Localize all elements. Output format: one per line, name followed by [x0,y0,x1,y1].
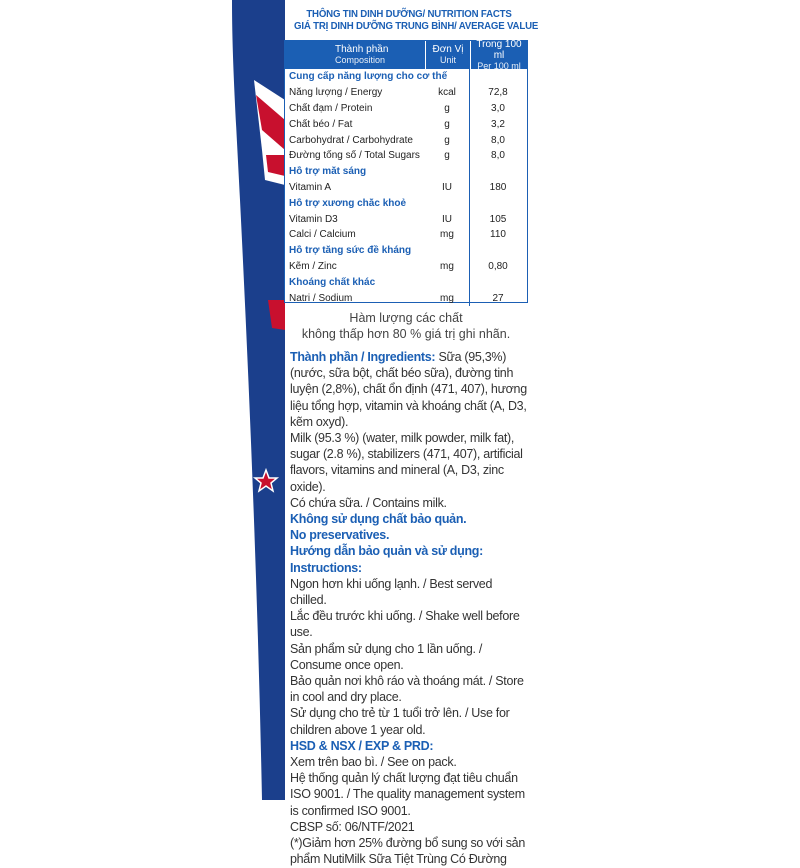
table-header [285,38,527,71]
nutrient-name: Calci / Calcium [289,229,356,241]
nutrient-unit: g [444,102,450,114]
table-row [285,227,527,243]
col-unit-vi: Đơn Vị [432,44,464,55]
nutrient-value: 3,0 [491,102,505,114]
nutrient-unit: kcal [438,87,456,99]
nutrient-name: Chất béo / Fat [289,118,353,130]
instruction-store: Bảo quản nơi khô ráo và thoáng mát. / Store in cool and dry place. [290,674,524,705]
nutrient-value: 110 [490,229,506,241]
table-section-row [285,195,527,211]
section-label: Hỗ trợ mắt sáng [289,166,367,178]
nutrient-unit: g [444,150,450,162]
ingredients-en: Milk (95.3 %) (water, milk powder, milk fat), sugar (2.8 %), stabilizers (471, 407), artificial flavors, vitamins and mineral (A, D3, zinc oxide). [290,431,523,494]
ingredients-vi: Sữa (95,3%) (nước, sữa bột, chất béo sữa), đường tinh luyện (2,8%), chất ổn định (471, 407), hương liệu tổng hợp, vitamin và khoáng chất (A, D3, kẽm oxyd). [290,350,527,429]
dates-text: Xem trên bao bì. / See on pack. [290,755,457,770]
table-section-row [285,69,527,85]
nutrient-name: Chất đạm / Protein [289,102,373,114]
instruction-shake: Lắc đều trước khi uống. / Shake well before use. [290,609,520,640]
dates-heading: HSD & NSX / EXP & PRD: [290,738,434,753]
note-line-1: Hàm lượng các chất [349,311,463,325]
table-row [285,211,527,227]
nutrient-name: Kẽm / Zinc [289,260,337,272]
nutrient-unit: mg [440,292,454,304]
ingredients-vi-paragraph [290,349,530,430]
label-note [284,310,528,342]
nutrient-value: 105 [489,213,507,225]
table-row [285,148,527,164]
section-label: Hỗ trợ tăng sức đề kháng [289,245,412,257]
instruction-consume: Sản phẩm sử dụng cho 1 lần uống. / Consume once open. [290,641,483,672]
product-info [290,349,530,868]
section-label: Hỗ trợ xương chắc khoẻ [289,197,407,209]
col-composition-en: Composition [335,55,386,65]
table-row [285,85,527,101]
col-unit-en: Unit [439,55,456,65]
instruction-age: Sử dụng cho trẻ từ 1 tuổi trở lên. / Use for children above 1 year old. [290,706,510,737]
nutrient-name: Vitamin A [289,181,332,193]
nutrient-name: Đường tổng số / Total Sugars [289,150,420,162]
nutrient-name: Vitamin D3 [289,213,338,225]
iso-statement: Hệ thống quản lý chất lượng đạt tiêu chuẩn ISO 9001. / The quality management system is confirmed ISO 9001. [290,771,525,818]
nutrient-value: 8,0 [491,134,505,146]
nutrient-value: 8,0 [491,150,505,162]
nutrient-value: 0,80 [488,260,508,272]
col-per100-en: Per 100 ml [477,60,521,71]
nutrient-unit: g [444,118,450,130]
table-section-row [285,274,527,290]
nutrient-value: 72,8 [488,87,508,99]
storage-heading-en: Instructions: [290,560,362,575]
storage-heading-vi: Hướng dẫn bảo quản và sử dụng: [290,544,483,559]
nutrient-name: Natri / Sodium [289,292,353,304]
section-label: Cung cấp năng lượng cho cơ thể [289,71,448,83]
instruction-chilled: Ngon hơn khi uống lạnh. / Best served chilled. [290,576,493,608]
nutrient-unit: IU [442,181,452,193]
table-section-row [285,164,527,180]
contains-milk: Có chứa sữa. / Contains milk. [290,495,447,510]
table-row [285,132,527,148]
nutrient-value: 27 [492,292,504,304]
nutrition-table [284,40,528,303]
table-row [285,259,527,275]
footnote: (*)Giảm hơn 25% đường bổ sung so với sản phẩm NutiMilk Sữa Tiệt Trùng Có Đường [290,836,525,867]
nutrient-value: 180 [489,181,507,193]
nutrient-unit: mg [440,260,454,272]
col-per100-vi: Trong 100 ml [476,38,522,61]
table-section-row [285,243,527,259]
nutrient-unit: IU [442,213,452,225]
cbsp-number: CBSP số: 06/NTF/2021 [290,819,415,834]
table-row [285,180,527,196]
nutrient-value: 3,2 [491,118,505,130]
ingredients-label: Thành phần / Ingredients: [290,350,436,364]
nutrient-name: Carbohydrat / Carbohydrate [289,134,413,146]
col-composition-vi: Thành phần [335,44,389,55]
section-label: Khoáng chất khác [289,276,376,288]
nutrient-name: Năng lượng / Energy [289,87,383,99]
nutrient-unit: g [444,134,450,146]
no-preservatives-en: No preservatives. [290,528,390,543]
table-row [285,101,527,117]
nutrition-title: THÔNG TIN DINH DƯỠNG/ NUTRITION FACTS [306,8,512,20]
nutrient-unit: mg [440,229,454,241]
table-body [285,69,527,306]
no-preservatives-vi: Không sử dụng chất bảo quản. [290,512,467,527]
table-row [285,116,527,132]
table-row [285,290,527,306]
nutrition-subtitle: GIÁ TRỊ DINH DƯỠNG TRUNG BÌNH/ AVERAGE VALUE [294,20,539,32]
note-line-2: không thấp hơn 80 % giá trị ghi nhãn. [301,327,511,341]
